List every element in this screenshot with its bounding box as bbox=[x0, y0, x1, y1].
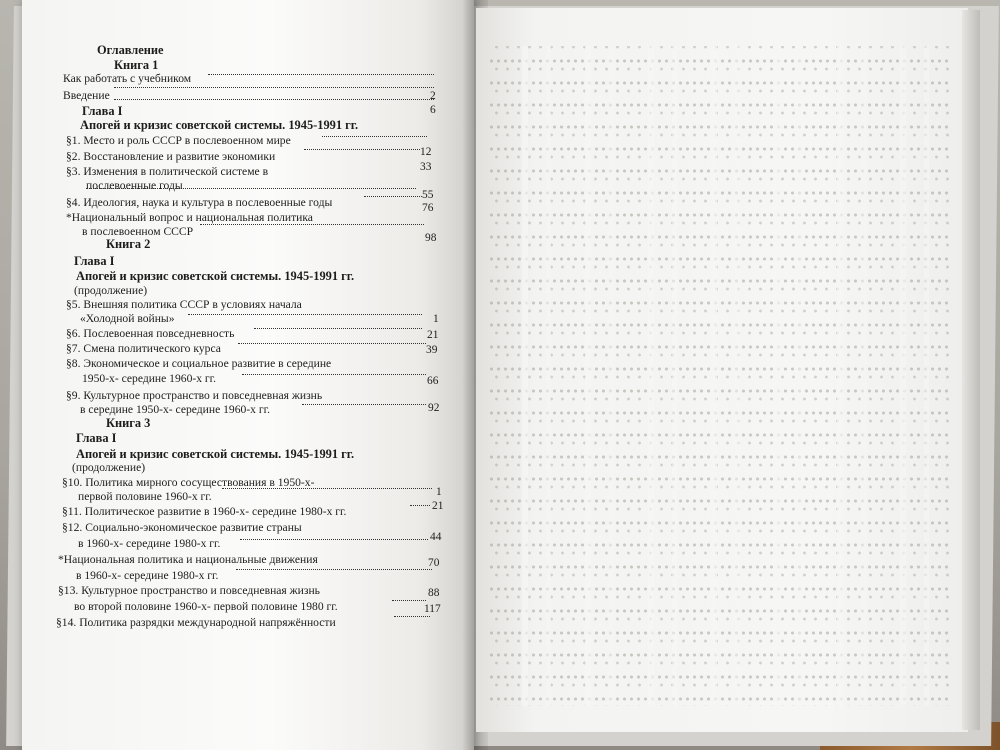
toc-entry-continued: послевоенные годы bbox=[86, 179, 183, 192]
dot-leader bbox=[304, 147, 420, 150]
dot-leader bbox=[222, 486, 432, 489]
dot-leader bbox=[392, 598, 426, 601]
toc-entry: §4. Идеология, наука и культура в послевоенные годы bbox=[66, 196, 333, 209]
page-number: 2 bbox=[430, 90, 436, 102]
toc-entry-continued: 1950-х- середине 1960-х гг. bbox=[82, 372, 217, 385]
dot-leader bbox=[242, 372, 426, 375]
toc-note: (продолжение) bbox=[74, 284, 148, 297]
dot-leader bbox=[302, 402, 426, 405]
toc-entry-continued: в 1960-х- середине 1980-х гг. bbox=[76, 569, 219, 582]
page-number: 39 bbox=[426, 344, 438, 356]
toc-entry: §8. Экономическое и социальное развитие в середине bbox=[66, 357, 332, 370]
toc-entry: §7. Смена политического курса bbox=[66, 342, 221, 355]
toc-entry: *Национальный вопрос и национальная политика bbox=[66, 211, 313, 224]
toc-heading: Книга 3 bbox=[106, 416, 151, 430]
page-number: 12 bbox=[420, 146, 432, 158]
toc-entry: §2. Восстановление и развитие экономики bbox=[66, 150, 276, 163]
toc-heading: Глава I bbox=[76, 431, 117, 445]
dot-leader bbox=[114, 97, 434, 100]
toc-heading: Апогей и кризис советской системы. 1945-1991 гг. bbox=[80, 118, 359, 132]
dot-leader bbox=[86, 186, 416, 189]
page-number: 98 bbox=[425, 232, 437, 244]
toc-entry-continued: в 1960-х- середине 1980-х гг. bbox=[78, 537, 221, 550]
left-page bbox=[22, 0, 474, 750]
page-number: 33 bbox=[420, 161, 432, 173]
dot-leader bbox=[410, 503, 430, 506]
page-number: 55 bbox=[422, 189, 434, 201]
dot-leader bbox=[236, 567, 432, 570]
toc-heading: Апогей и кризис советской системы. 1945-1991 гг. bbox=[76, 447, 355, 461]
dot-leader bbox=[188, 312, 422, 315]
toc-entry: §11. Политическое развитие в 1960-х- середине 1980-х гг. bbox=[62, 505, 347, 518]
toc-heading: Глава I bbox=[74, 254, 115, 268]
page-number: 1 bbox=[433, 313, 439, 325]
page-number: 1 bbox=[436, 486, 442, 498]
toc-heading: Книга 1 bbox=[114, 58, 159, 72]
dot-leader bbox=[394, 614, 430, 617]
toc-entry-continued: в послевоенном СССР bbox=[82, 225, 194, 238]
page-number: 66 bbox=[427, 375, 439, 387]
toc-heading: Глава I bbox=[82, 104, 123, 118]
toc-entry: Как работать с учебником bbox=[63, 72, 192, 85]
dot-leader bbox=[364, 194, 422, 197]
toc-entry: §14. Политика разрядки международной напряжённости bbox=[56, 616, 336, 629]
braille-column-gaps bbox=[488, 46, 950, 706]
toc-entry: §6. Послевоенная повседневность bbox=[66, 327, 235, 340]
dot-leader bbox=[238, 341, 426, 344]
page-number: 88 bbox=[428, 587, 440, 599]
toc-entry-continued: «Холодной войны» bbox=[80, 312, 175, 325]
toc-note: (продолжение) bbox=[72, 461, 146, 474]
dot-leader bbox=[208, 72, 434, 75]
dot-leader bbox=[254, 326, 422, 329]
page-number: 92 bbox=[428, 402, 440, 414]
toc-entry: §5. Внешняя политика СССР в условиях начала bbox=[66, 298, 302, 311]
page-number: 21 bbox=[427, 329, 439, 341]
toc-entry: §10. Политика мирного сосуществования в 1950-х- bbox=[62, 476, 315, 489]
dot-leader bbox=[200, 222, 424, 225]
page-stack-edge bbox=[962, 10, 980, 730]
toc-entry: §13. Культурное пространство и повседневная жизнь bbox=[58, 584, 320, 597]
toc-entry-continued: в середине 1950-х- середине 1960-х гг. bbox=[80, 403, 270, 416]
toc-entry-continued: первой половине 1960-х гг. bbox=[78, 490, 212, 503]
page-number: 76 bbox=[422, 202, 434, 214]
dot-leader bbox=[322, 134, 427, 137]
dot-leader bbox=[240, 537, 428, 540]
page-number: 6 bbox=[430, 104, 436, 116]
dot-leader bbox=[114, 85, 434, 88]
page-number: 70 bbox=[428, 557, 440, 569]
toc-entry: §12. Социально-экономическое развитие страны bbox=[62, 521, 302, 534]
toc-entry-continued: во второй половине 1960-х- первой половине 1980 гг. bbox=[74, 600, 338, 613]
toc-heading: Апогей и кризис советской системы. 1945-1991 гг. bbox=[76, 269, 355, 283]
page-number: 117 bbox=[424, 603, 441, 615]
toc-entry: §1. Место и роль СССР в послевоенном мире bbox=[66, 134, 291, 147]
toc-entry: §3. Изменения в политической системе в bbox=[66, 165, 269, 178]
toc-entry: §9. Культурное пространство и повседневная жизнь bbox=[66, 389, 323, 402]
toc-entry: *Национальная политика и национальные движения bbox=[58, 553, 318, 566]
toc-heading: Книга 2 bbox=[106, 237, 151, 251]
page-number: 21 bbox=[432, 500, 444, 512]
toc-title: Оглавление bbox=[97, 43, 164, 57]
page-number: 44 bbox=[430, 531, 442, 543]
toc-entry: Введение bbox=[63, 89, 110, 102]
